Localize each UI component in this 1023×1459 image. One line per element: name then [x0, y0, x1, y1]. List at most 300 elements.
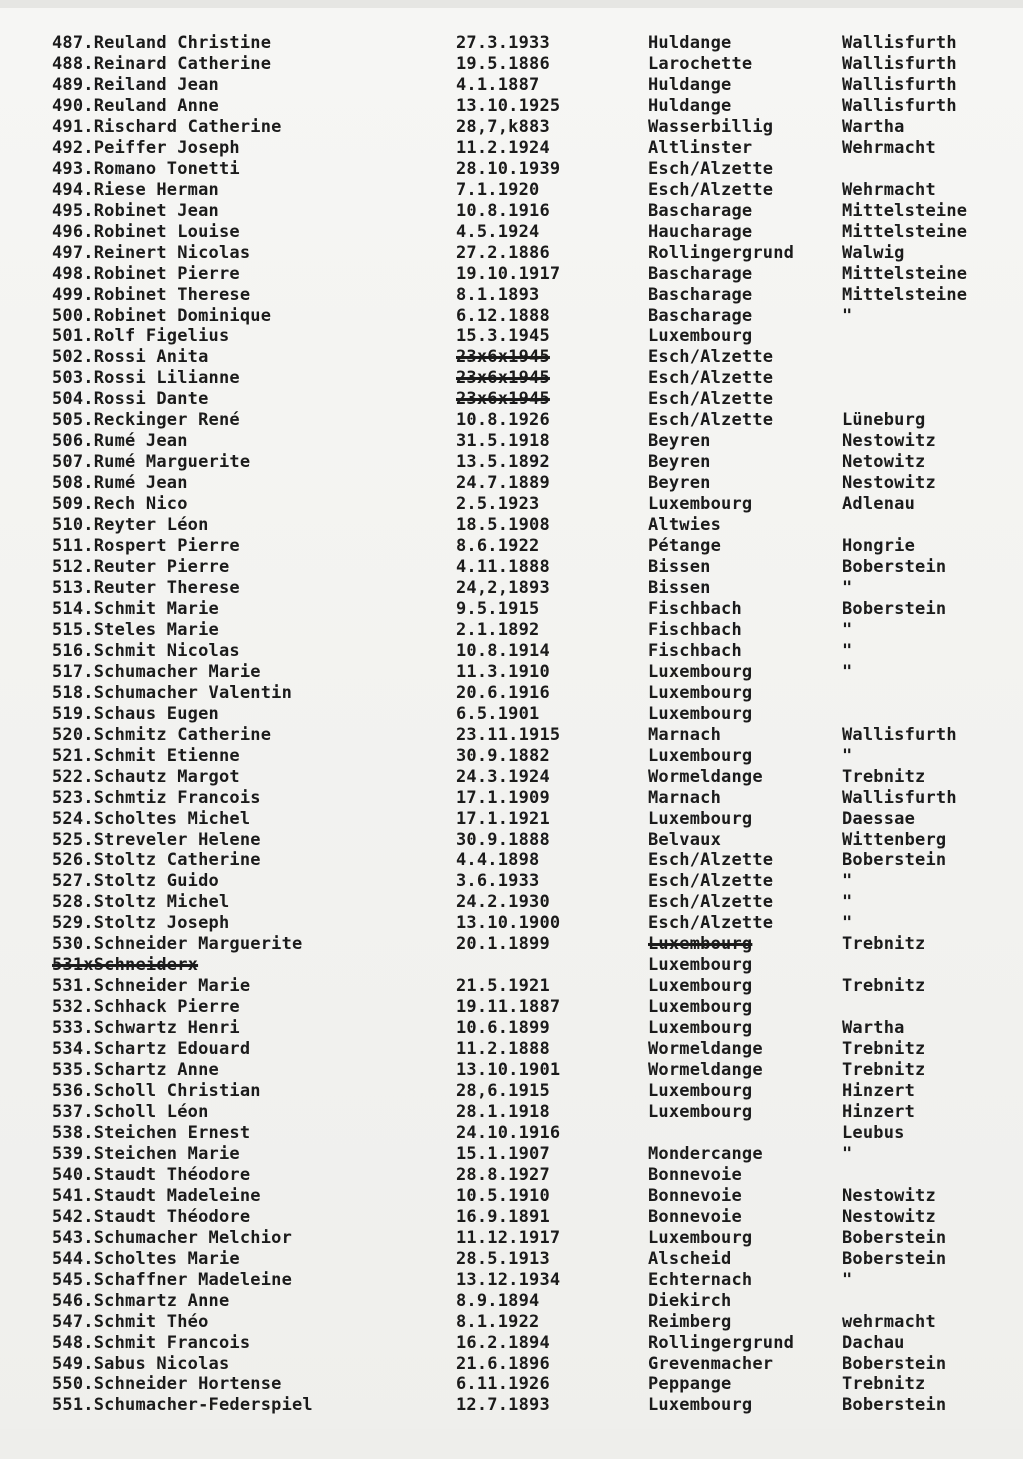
birth-place: Esch/Alzette [648, 410, 774, 431]
register-row [0, 955, 1023, 976]
register-row [0, 1123, 1023, 1144]
destination: " [842, 745, 853, 766]
destination: Dachau [842, 1332, 905, 1353]
birth-date: 23.11.1915 [456, 724, 561, 745]
birth-date: 17.1.1909 [456, 787, 550, 808]
destination: Wallisfurth [842, 95, 957, 116]
person-name: 523.Schmtiz Francois [52, 787, 261, 808]
person-name: 491.Rischard Catherine [52, 116, 282, 137]
birth-date: 11.2.1924 [456, 137, 550, 158]
birth-place: Esch/Alzette [648, 871, 774, 892]
person-name: 529.Stoltz Joseph [52, 913, 230, 934]
register-row [0, 1165, 1023, 1186]
person-name: 503.Rossi Lilianne [52, 368, 240, 389]
birth-date: 16.2.1894 [456, 1332, 550, 1353]
destination: Wallisfurth [842, 74, 957, 95]
register-row [0, 767, 1023, 788]
person-name: 520.Schmitz Catherine [52, 724, 272, 745]
birth-place: Diekirch [648, 1290, 732, 1311]
register-row [0, 494, 1023, 515]
birth-place: Rollingergrund [648, 242, 795, 263]
destination: wehrmacht [842, 1311, 936, 1332]
destination: Wallisfurth [842, 54, 957, 74]
birth-date: 17.1.1921 [456, 808, 550, 829]
destination: " [842, 892, 853, 913]
register-row [0, 138, 1023, 159]
person-name: 492.Peiffer Joseph [52, 137, 240, 158]
destination: Trebnitz [842, 766, 926, 787]
birth-date: 2.5.1923 [456, 494, 540, 515]
birth-place: Luxembourg [648, 326, 753, 347]
register-row [0, 850, 1023, 871]
birth-date: 21.6.1896 [456, 1353, 550, 1374]
register-row [0, 431, 1023, 452]
birth-date: 30.9.1888 [456, 829, 550, 850]
birth-date: 15.3.1945 [456, 326, 550, 347]
person-name: 489.Reiland Jean [52, 74, 219, 95]
person-name: 538.Steichen Ernest [52, 1122, 251, 1143]
birth-date: 20.1.1899 [456, 934, 550, 955]
register-row [0, 892, 1023, 913]
birth-place: Esch/Alzette [648, 158, 774, 179]
birth-place: Luxembourg [648, 661, 753, 682]
person-name: 534.Schartz Edouard [52, 1039, 251, 1060]
birth-date: 24.2.1930 [456, 892, 550, 913]
birth-place: Huldange [648, 95, 732, 116]
birth-date: 28.10.1939 [456, 158, 561, 179]
register-row [0, 683, 1023, 704]
register-row [0, 159, 1023, 180]
destination: " [842, 640, 853, 661]
birth-place: Luxembourg [648, 976, 753, 997]
register-row [0, 599, 1023, 620]
person-name: 524.Scholtes Michel [52, 808, 251, 829]
birth-date: 13.12.1934 [456, 1269, 561, 1290]
birth-date: 28.1.1918 [456, 1102, 550, 1122]
register-row [0, 1228, 1023, 1249]
birth-place: Huldange [648, 74, 732, 95]
register-row [0, 1144, 1023, 1165]
person-name: 531xSchneiderx [52, 955, 199, 976]
register-row [0, 788, 1023, 809]
person-name: 508.Rumé Jean [52, 473, 188, 494]
destination: Boberstein [842, 1248, 947, 1269]
register-row [0, 306, 1023, 327]
destination: Wittenberg [842, 829, 947, 850]
destination: Wallisfurth [842, 724, 957, 745]
birth-place: Echternach [648, 1269, 753, 1290]
birth-date: 11.2.1888 [456, 1039, 550, 1060]
destination: Trebnitz [842, 934, 926, 955]
register-row [0, 976, 1023, 997]
destination: " [842, 1269, 853, 1290]
birth-date: 30.9.1882 [456, 745, 550, 766]
register-row [0, 264, 1023, 285]
destination: Leubus [842, 1122, 905, 1143]
birth-date: 28.8.1927 [456, 1164, 550, 1185]
destination: Hinzert [842, 1081, 916, 1101]
birth-place: Bissen [648, 557, 711, 577]
destination: Mittelsteine [842, 200, 968, 221]
person-name: 543.Schumacher Melchior [52, 1227, 293, 1248]
person-name: 496.Robinet Louise [52, 221, 240, 242]
birth-date: 8.1.1893 [456, 284, 540, 305]
register-row [0, 1312, 1023, 1333]
birth-place: Bascharage [648, 263, 753, 284]
birth-place: Esch/Alzette [648, 179, 774, 200]
birth-place: Luxembourg [648, 1018, 753, 1039]
destination: " [842, 305, 853, 326]
birth-date: 13.5.1892 [456, 452, 550, 473]
person-name: 513.Reuter Therese [52, 578, 240, 598]
register-row [0, 641, 1023, 662]
register-row [0, 1333, 1023, 1354]
register-row [0, 1291, 1023, 1312]
birth-date: 3.6.1933 [456, 871, 540, 892]
person-name: 494.Riese Herman [52, 179, 219, 200]
birth-place: Bissen [648, 578, 711, 598]
birth-date: 28,7,k883 [456, 116, 550, 137]
register-row [0, 1395, 1023, 1416]
person-name: 517.Schumacher Marie [52, 661, 261, 682]
register-row [0, 180, 1023, 201]
birth-date: 13.10.1925 [456, 95, 561, 116]
destination: Nestowitz [842, 1206, 936, 1227]
birth-place: Luxembourg [648, 1395, 753, 1416]
birth-date: 7.1.1920 [456, 179, 540, 200]
register-row [0, 1354, 1023, 1375]
birth-date: 8.1.1922 [456, 1311, 540, 1332]
person-name: 532.Schhack Pierre [52, 997, 240, 1018]
register-row [0, 1081, 1023, 1102]
register-row [0, 913, 1023, 934]
birth-place: Luxembourg [648, 1081, 753, 1101]
register-row [0, 326, 1023, 347]
birth-date: 18.5.1908 [456, 515, 550, 536]
birth-place: Larochette [648, 54, 753, 74]
register-row [0, 1374, 1023, 1395]
destination: Boberstein [842, 850, 947, 871]
person-name: 502.Rossi Anita [52, 347, 209, 368]
person-name: 547.Schmit Théo [52, 1311, 209, 1332]
destination: Boberstein [842, 557, 947, 577]
birth-date: 19.10.1917 [456, 263, 561, 284]
person-name: 509.Rech Nico [52, 494, 188, 515]
person-name: 535.Schartz Anne [52, 1060, 219, 1080]
birth-date: 19.11.1887 [456, 997, 561, 1018]
register-row [0, 1186, 1023, 1207]
birth-date: 10.8.1916 [456, 200, 550, 221]
birth-date: 16.9.1891 [456, 1206, 550, 1227]
person-name: 527.Stoltz Guido [52, 871, 219, 892]
birth-place: Luxembourg [648, 997, 753, 1018]
register-row [0, 1207, 1023, 1228]
person-name: 542.Staudt Théodore [52, 1206, 251, 1227]
birth-date: 4.1.1887 [456, 74, 540, 95]
birth-date: 31.5.1918 [456, 431, 550, 452]
person-name: 497.Reinert Nicolas [52, 242, 251, 263]
person-name: 487.Reuland Christine [52, 33, 272, 53]
birth-place: Luxembourg [648, 955, 753, 976]
register-row [0, 222, 1023, 243]
person-name: 548.Schmit Francois [52, 1332, 251, 1353]
person-name: 541.Staudt Madeleine [52, 1185, 261, 1206]
person-name: 537.Scholl Léon [52, 1102, 209, 1122]
birth-date: 23x6x1945 [456, 389, 550, 410]
register-row [0, 452, 1023, 473]
birth-place: Luxembourg [648, 682, 753, 703]
person-name: 522.Schautz Margot [52, 766, 240, 787]
birth-place: Rollingergrund [648, 1332, 795, 1353]
destination: Wallisfurth [842, 33, 957, 53]
birth-place: Pétange [648, 536, 722, 556]
destination: " [842, 1143, 853, 1164]
register-row [0, 1018, 1023, 1039]
register-row [0, 1102, 1023, 1123]
scan-top-edge [0, 0, 1023, 8]
register-row [0, 285, 1023, 306]
birth-place: Esch/Alzette [648, 913, 774, 934]
destination: Mittelsteine [842, 284, 968, 305]
birth-date: 28.5.1913 [456, 1248, 550, 1269]
register-row [0, 410, 1023, 431]
person-name: 545.Schaffner Madeleine [52, 1269, 293, 1290]
register-row [0, 201, 1023, 222]
person-name: 505.Reckinger René [52, 410, 240, 431]
destination: Netowitz [842, 452, 926, 473]
person-name: 499.Robinet Therese [52, 284, 251, 305]
birth-place: Beyren [648, 431, 711, 452]
birth-place: Wormeldange [648, 766, 763, 787]
register-row [0, 75, 1023, 96]
birth-place: Luxembourg [648, 494, 753, 515]
birth-date: 23x6x1945 [456, 368, 550, 389]
destination: " [842, 661, 853, 682]
birth-place: Bonnevoie [648, 1164, 742, 1185]
person-name: 495.Robinet Jean [52, 200, 219, 221]
birth-place: Esch/Alzette [648, 347, 774, 368]
person-name: 498.Robinet Pierre [52, 263, 240, 284]
destination: Daessae [842, 808, 916, 829]
birth-place: Luxembourg [648, 1102, 753, 1122]
register-row [0, 96, 1023, 117]
register-row [0, 347, 1023, 368]
destination: Trebnitz [842, 1374, 926, 1395]
birth-place: Altwies [648, 515, 722, 536]
person-name: 504.Rossi Dante [52, 389, 209, 410]
birth-date: 10.8.1914 [456, 640, 550, 661]
destination: " [842, 871, 853, 892]
birth-place: Beyren [648, 473, 711, 494]
birth-date: 9.5.1915 [456, 598, 540, 619]
birth-date: 4.11.1888 [456, 557, 550, 577]
birth-place: Wormeldange [648, 1060, 763, 1080]
person-name: 526.Stoltz Catherine [52, 850, 261, 871]
person-name: 550.Schneider Hortense [52, 1374, 282, 1395]
birth-date: 24.3.1924 [456, 766, 550, 787]
register-row [0, 536, 1023, 557]
birth-place: Luxembourg [648, 1227, 753, 1248]
birth-place: Bascharage [648, 200, 753, 221]
birth-place: Grevenmacher [648, 1353, 774, 1374]
destination: Hinzert [842, 1102, 916, 1122]
register-row [0, 117, 1023, 138]
birth-date: 10.5.1910 [456, 1185, 550, 1206]
birth-place: Wasserbillig [648, 116, 774, 137]
birth-place: Esch/Alzette [648, 389, 774, 410]
destination: Nestowitz [842, 473, 936, 494]
birth-place: Luxembourg [648, 703, 753, 724]
destination: " [842, 578, 853, 598]
birth-date: 21.5.1921 [456, 976, 550, 997]
register-row [0, 54, 1023, 75]
person-name: 528.Stoltz Michel [52, 892, 230, 913]
destination: Boberstein [842, 1353, 947, 1374]
person-name: 536.Scholl Christian [52, 1081, 261, 1101]
birth-date: 24.10.1916 [456, 1122, 561, 1143]
destination: " [842, 619, 853, 640]
birth-place: Fischbach [648, 619, 742, 640]
birth-place: Bonnevoie [648, 1206, 742, 1227]
birth-place: Luxembourg [648, 745, 753, 766]
birth-place: Peppange [648, 1374, 732, 1395]
birth-date: 27.2.1886 [456, 242, 550, 263]
destination: Trebnitz [842, 1060, 926, 1080]
person-name: 519.Schaus Eugen [52, 703, 219, 724]
birth-date: 8.9.1894 [456, 1290, 540, 1311]
destination: Wartha [842, 116, 905, 137]
birth-date: 6.12.1888 [456, 305, 550, 326]
birth-date: 15.1.1907 [456, 1143, 550, 1164]
birth-date: 4.4.1898 [456, 850, 540, 871]
register-row [0, 473, 1023, 494]
birth-date: 8.6.1922 [456, 536, 540, 556]
register-row [0, 368, 1023, 389]
person-name: 518.Schumacher Valentin [52, 682, 293, 703]
destination: Boberstein [842, 598, 947, 619]
register-row [0, 725, 1023, 746]
register-row [0, 809, 1023, 830]
birth-date: 10.8.1926 [456, 410, 550, 431]
birth-place: Esch/Alzette [648, 892, 774, 913]
birth-date: 24.7.1889 [456, 473, 550, 494]
person-name: 551.Schumacher-Federspiel [52, 1395, 313, 1416]
birth-date: 6.11.1926 [456, 1374, 550, 1395]
person-name: 531.Schneider Marie [52, 976, 251, 997]
destination: Hongrie [842, 536, 916, 556]
person-name: 500.Robinet Dominique [52, 305, 272, 326]
destination: Boberstein [842, 1227, 947, 1248]
birth-place: Mondercange [648, 1143, 763, 1164]
destination: Wartha [842, 1018, 905, 1039]
birth-place: Belvaux [648, 829, 722, 850]
birth-place: Fischbach [648, 598, 742, 619]
birth-date: 27.3.1933 [456, 33, 550, 53]
destination: Nestowitz [842, 1185, 936, 1206]
person-name: 512.Reuter Pierre [52, 557, 230, 577]
birth-date: 20.6.1916 [456, 682, 550, 703]
register-row [0, 1249, 1023, 1270]
destination: Adlenau [842, 494, 916, 515]
person-name: 490.Reuland Anne [52, 95, 219, 116]
birth-date: 11.12.1917 [456, 1227, 561, 1248]
register-row [0, 662, 1023, 683]
birth-place: Beyren [648, 452, 711, 473]
destination: Lüneburg [842, 410, 926, 431]
register-row [0, 1270, 1023, 1291]
destination: Boberstein [842, 1395, 947, 1416]
birth-place: Bascharage [648, 284, 753, 305]
person-name: 516.Schmit Nicolas [52, 640, 240, 661]
birth-place: Bonnevoie [648, 1185, 742, 1206]
destination: Wallisfurth [842, 787, 957, 808]
register-row [0, 557, 1023, 578]
person-name: 533.Schwartz Henri [52, 1018, 240, 1039]
destination: Trebnitz [842, 976, 926, 997]
register-row [0, 1039, 1023, 1060]
destination: Mittelsteine [842, 263, 968, 284]
person-name: 539.Steichen Marie [52, 1143, 240, 1164]
birth-place: Marnach [648, 724, 722, 745]
person-name: 540.Staudt Théodore [52, 1164, 251, 1185]
register-row [0, 389, 1023, 410]
birth-place: Wormeldange [648, 1039, 763, 1060]
person-name: 546.Schmartz Anne [52, 1290, 230, 1311]
birth-place: Marnach [648, 787, 722, 808]
birth-date: 24,2,1893 [456, 578, 550, 598]
birth-date: 28,6.1915 [456, 1081, 550, 1101]
birth-place: Fischbach [648, 640, 742, 661]
birth-place: Reimberg [648, 1311, 732, 1332]
register-row [0, 620, 1023, 641]
birth-date: 13.10.1901 [456, 1060, 561, 1080]
birth-date: 10.6.1899 [456, 1018, 550, 1039]
person-name: 514.Schmit Marie [52, 598, 219, 619]
destination: Wehrmacht [842, 137, 936, 158]
person-name: 521.Schmit Etienne [52, 745, 240, 766]
person-name: 530.Schneider Marguerite [52, 934, 303, 955]
person-name: 544.Scholtes Marie [52, 1248, 240, 1269]
destination: Nestowitz [842, 431, 936, 452]
birth-place: Esch/Alzette [648, 368, 774, 389]
register-row [0, 830, 1023, 851]
destination: Walwig [842, 242, 905, 263]
birth-date: 13.10.1900 [456, 913, 561, 934]
register-row [0, 871, 1023, 892]
destination: Trebnitz [842, 1039, 926, 1060]
person-name: 510.Reyter Léon [52, 515, 209, 536]
birth-date: 19.5.1886 [456, 54, 550, 74]
birth-place: Alscheid [648, 1248, 732, 1269]
birth-place: Luxembourg [648, 808, 753, 829]
person-name: 506.Rumé Jean [52, 431, 188, 452]
birth-date: 6.5.1901 [456, 703, 540, 724]
register-row [0, 1060, 1023, 1081]
register-row [0, 33, 1023, 54]
register-row [0, 704, 1023, 725]
person-name: 501.Rolf Figelius [52, 326, 230, 347]
person-name: 525.Streveler Helene [52, 829, 261, 850]
birth-place: Esch/Alzette [648, 850, 774, 871]
birth-date: 23x6x1945 [456, 347, 550, 368]
birth-date: 12.7.1893 [456, 1395, 550, 1416]
birth-date: 2.1.1892 [456, 619, 540, 640]
birth-place: Altlinster [648, 137, 753, 158]
person-name: 549.Sabus Nicolas [52, 1353, 230, 1374]
register-row [0, 578, 1023, 599]
birth-place: Haucharage [648, 221, 753, 242]
person-name: 488.Reinard Catherine [52, 54, 272, 74]
